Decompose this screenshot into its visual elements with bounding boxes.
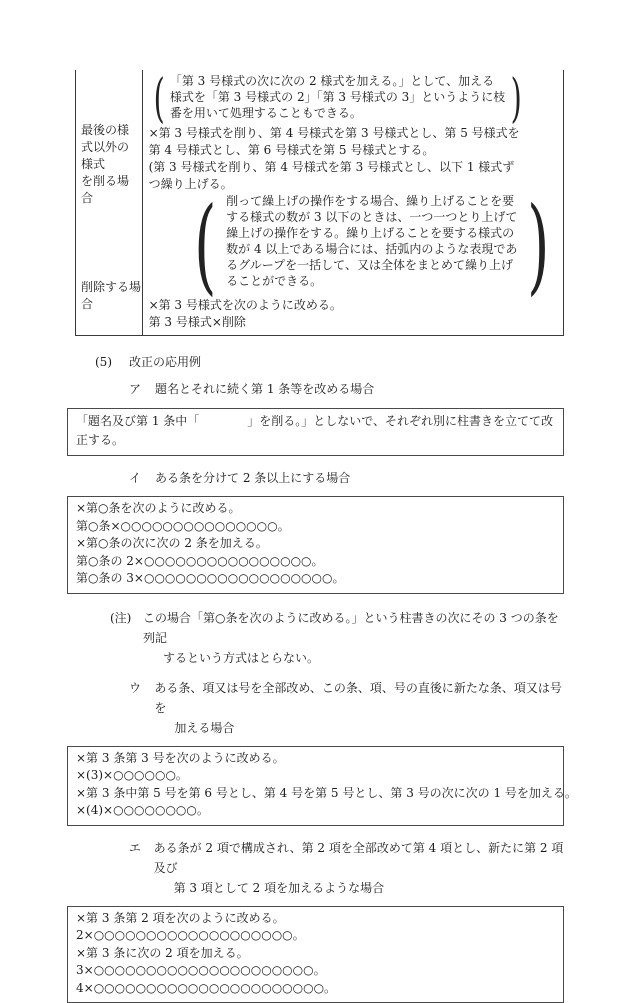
paren-note-inner-line: 繰上げの操作をする。繰り上げることを要する様式の <box>226 225 517 241</box>
note-block <box>110 608 564 668</box>
row-label-delete-nonlast-style <box>81 122 140 207</box>
heading-d-kana: エ <box>129 838 154 898</box>
note-line2: するという方式はとらない。 <box>143 648 564 668</box>
heading-c-title <box>154 678 564 738</box>
note-label: (注) <box>110 608 143 668</box>
table-delete-line: 第 3 号様式×削除 <box>149 314 559 331</box>
heading-d-title <box>154 838 564 898</box>
example-box-d <box>67 906 564 1003</box>
example-line: 4×○○○○○○○○○○○○○○○○○○○○○○。 <box>76 980 555 998</box>
table-left-column <box>76 70 142 335</box>
example-line: ×第 3 条に次の 2 項を加える。 <box>76 945 555 963</box>
heading-c-line1: ある条、項又は号を全部改め、この条、項、号の直後に新たな条、項又は号を <box>154 681 562 715</box>
paren-note-inner-line: 数が 4 以上である場合には、括弧内のような表現であ <box>226 241 517 257</box>
example-box-a <box>67 408 564 456</box>
section-5-heading <box>95 352 564 372</box>
style-amendment-table <box>75 70 564 336</box>
row-label-delete-case: 削除する場合 <box>81 279 142 313</box>
example-box-c <box>67 746 564 826</box>
paren-note-top-line: 「第 3 号様式の次に次の 2 様式を加える。」として、加える <box>170 73 505 89</box>
example-line: 3×○○○○○○○○○○○○○○○○○○○○○。 <box>76 962 555 980</box>
example-box-b <box>67 496 564 594</box>
paren-note-inner-line: する様式の数が 3 以下のときは、一つ一つとり上げて <box>226 209 517 225</box>
note-line1: この場合「第○条を次のように改める。」という柱書きの次にその 3 つの条を列記 <box>143 611 559 645</box>
paren-note-top-line: 番を用いて処理することもできる。 <box>170 105 505 121</box>
heading-d-line2: 第 3 項として 2 項を加えるような場合 <box>154 878 564 898</box>
paren-note-top-body <box>169 73 506 125</box>
example-line: ×第 3 条中第 5 号を第 6 号とし、第 4 号を第 5 号とし、第 3 号の次に次の 1 号を加える。 <box>76 785 555 803</box>
example-line: ×(3)×○○○○○○。 <box>76 767 555 785</box>
row-label-line2: を削る場合 <box>81 174 129 205</box>
heading-c-kana: ウ <box>129 678 154 738</box>
paren-note-inner-line: 削って繰上げの操作をする場合、繰り上げることを要 <box>226 193 517 209</box>
section-5-title: 改正の応用例 <box>129 352 201 372</box>
paren-close-icon: ) <box>528 193 550 297</box>
paren-note-inner-body <box>225 193 518 297</box>
example-line: 第○条の 2×○○○○○○○○○○○○○○○○。 <box>76 553 555 571</box>
heading-a <box>129 379 564 399</box>
heading-b-title: ある条を分けて 2 条以上にする場合 <box>155 468 350 488</box>
table-body-line: (第 3 号様式を削り、第 4 号様式を第 3 号様式とし、以下 1 様式ず <box>149 159 559 176</box>
example-line: ×(4)×○○○○○○○○。 <box>76 802 555 820</box>
heading-a-title: 題名とそれに続く第 1 条等を改める場合 <box>155 379 374 399</box>
heading-b-kana: イ <box>129 468 155 488</box>
section-5-label: (5) <box>95 352 129 372</box>
note-text <box>143 608 564 668</box>
example-line: 第○条×○○○○○○○○○○○○○○○。 <box>76 518 555 536</box>
example-line: 2×○○○○○○○○○○○○○○○○○○○。 <box>76 927 555 945</box>
paren-note-inner-line: ることができる。 <box>226 273 517 289</box>
paren-note-inner <box>185 193 559 297</box>
example-box-a-text: 「題名及び第 1 条中「 」を削る。」としないで、それぞれ別に柱書きを立てて改正する。 <box>76 412 555 450</box>
table-right-column <box>142 70 563 335</box>
example-line: ×第 3 条第 2 項を次のように改める。 <box>76 910 555 928</box>
table-body-line: ×第 3 号様式を削り、第 4 号様式を第 3 号様式とし、第 5 号様式を <box>149 125 559 142</box>
example-line: 第○条の 3×○○○○○○○○○○○○○○○○○○。 <box>76 570 555 588</box>
heading-d <box>129 838 564 898</box>
heading-a-kana: ア <box>129 379 155 399</box>
heading-d-line1: ある条が 2 項で構成され、第 2 項を全部改めて第 4 項とし、新たに第 2 項及び <box>154 841 564 875</box>
row-label-line1: 最後の様式以外の様式 <box>81 123 129 171</box>
paren-note-top-line: 様式を「第 3 号様式の 2」「第 3 号様式の 3」というように枝 <box>170 89 505 105</box>
example-line: ×第○条の次に次の 2 条を加える。 <box>76 535 555 553</box>
table-body-line: 第 4 号様式とし、第 6 号様式を第 5 号様式とする。 <box>149 142 559 159</box>
paren-open-icon: ( <box>153 73 164 125</box>
heading-b <box>129 468 564 488</box>
example-line: ×第○条を次のように改める。 <box>76 500 555 518</box>
paren-open-icon: ( <box>194 193 216 297</box>
table-body-line: つ繰り上げる。 <box>149 176 559 193</box>
paren-close-icon: ) <box>511 73 522 125</box>
paren-note-inner-line: るグループを一括して、又は全体をまとめて繰り上げ <box>226 257 517 273</box>
example-line: ×第 3 条第 3 号を次のように改める。 <box>76 750 555 768</box>
heading-c <box>129 678 564 738</box>
table-delete-line: ×第 3 号様式を次のように改める。 <box>149 297 559 314</box>
heading-c-line2: 加える場合 <box>154 718 564 738</box>
paren-note-top <box>149 73 527 125</box>
